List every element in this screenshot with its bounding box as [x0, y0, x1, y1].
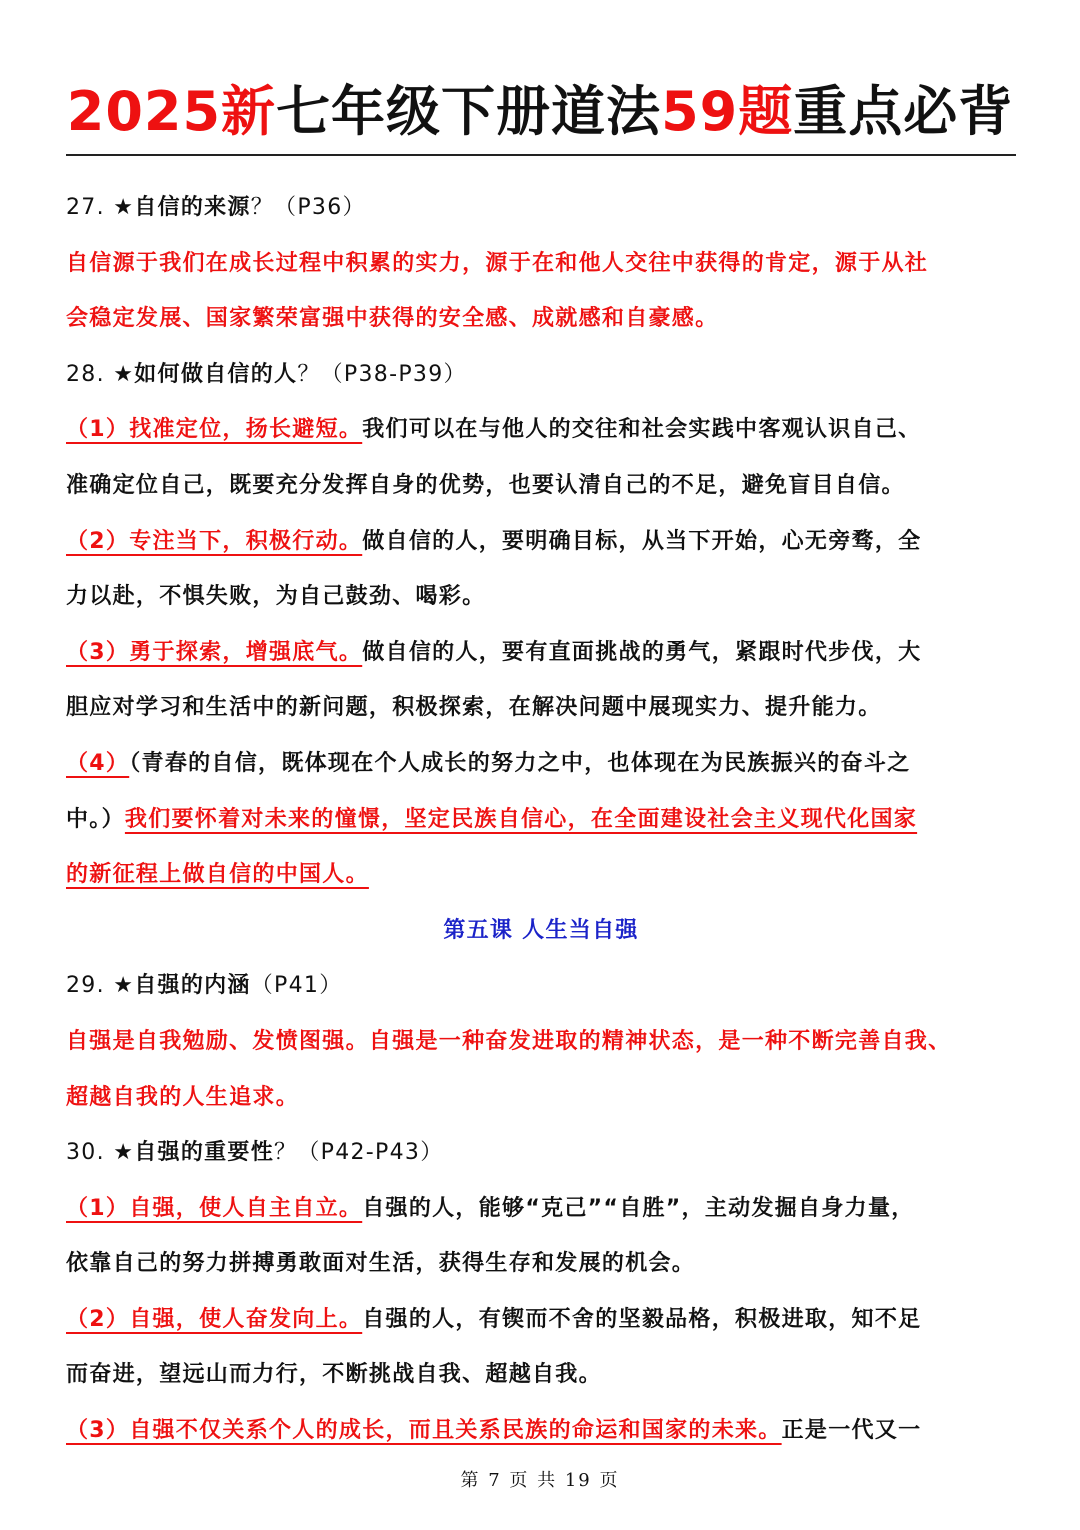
body-text: 中。）: [66, 806, 125, 832]
question-text: 自信的来源: [134, 195, 251, 220]
explanation-text: 做自信的人，要有直面挑战的勇气，紧跟时代步伐，大: [362, 639, 922, 665]
body-line: [66, 1236, 1016, 1292]
explanation-text: （青春的自信，既体现在个人成长的努力之中，也体现在为民族振兴的奋斗之: [129, 750, 911, 776]
answer-line: [66, 1070, 1016, 1126]
question-page-ref: （P41）: [250, 973, 343, 999]
key-point-line: [66, 625, 1016, 681]
explanation-text: 自强的人，能够“克己”“自胜”，主动发掘自身力量，: [362, 1195, 915, 1221]
question-number: 29.: [66, 973, 105, 999]
question-text: 自强的重要性: [134, 1140, 275, 1166]
title-suffix: 重点必背: [793, 80, 1014, 143]
page-title: [0, 72, 1080, 152]
key-point-line: [66, 1292, 1016, 1348]
answer-line: [66, 1014, 1016, 1070]
key-point-line: [66, 514, 1016, 570]
explanation-text: 正是一代又一: [781, 1418, 922, 1444]
explanation-text: 自强的人，有锲而不舍的坚毅品格，积极进取，知不足: [362, 1306, 922, 1332]
body-text: 胆应对学习和生活中的新问题，积极探索，在解决问题中展现实力、提升能力。: [66, 695, 882, 721]
key-point-line: [66, 1181, 1016, 1237]
body-line: [66, 1347, 1016, 1403]
key-point-line: [66, 1403, 1016, 1459]
question-line: [66, 180, 1016, 236]
star-icon: ★: [113, 973, 135, 999]
key-point: 的新征程上做自信的中国人。: [66, 862, 369, 888]
document-body: [66, 180, 1016, 1459]
key-point: （1）自强，使人自主自立。: [66, 1195, 363, 1221]
explanation-text: 我们可以在与他人的交往和社会实践中客观认识自己、: [362, 417, 922, 443]
page-footer: 第 7 页 共 19 页: [460, 1470, 620, 1491]
body-text: 而奋进，望远山而力行，不断挑战自我、超越自我。: [66, 1362, 602, 1388]
question-text: 自强的内涵: [134, 973, 251, 999]
question-page-ref: ？（P38-P39）: [297, 361, 467, 387]
key-point-line: [66, 792, 1016, 848]
star-icon: ★: [113, 361, 135, 387]
key-point: （3）自强不仅关系个人的成长，而且关系民族的命运和国家的未来。: [66, 1418, 782, 1444]
key-point-line: [66, 402, 1016, 458]
question-page-ref: ？（P42-P43）: [274, 1140, 444, 1166]
title-year: 2025新: [66, 80, 277, 143]
answer-text: 自强是自我勉励、发愤图强。自强是一种奋发进取的精神状态，是一种不断完善自我、: [66, 1028, 952, 1054]
section-heading: 第五课 人生当自强: [443, 917, 639, 943]
body-line: [66, 680, 1016, 736]
body-line: [66, 458, 1016, 514]
explanation-text: 做自信的人，要明确目标，从当下开始，心无旁骛，全: [362, 528, 922, 554]
body-text: 力以赴，不惧失败，为自己鼓劲、喝彩。: [66, 584, 486, 610]
key-point-line: [66, 847, 1016, 903]
question-line: [66, 1125, 1016, 1181]
question-number: 28.: [66, 361, 105, 387]
answer-text: 自信源于我们在成长过程中积累的实力，源于在和他人交往中获得的肯定，源于从社: [66, 250, 929, 276]
question-line: [66, 958, 1016, 1014]
question-number: 27.: [66, 195, 105, 220]
question-page-ref: ？（P36）: [250, 195, 366, 220]
key-point: （1）找准定位，扬长避短。: [66, 417, 363, 443]
question-line: [66, 347, 1016, 403]
key-point-line: [66, 736, 1016, 792]
key-point: 我们要怀着对未来的憧憬，坚定民族自信心，在全面建设社会主义现代化国家: [124, 806, 918, 832]
answer-text: 会稳定发展、国家繁荣富强中获得的安全感、成就感和自豪感。: [66, 306, 719, 332]
title-count: 59题: [661, 80, 794, 143]
body-text: 准确定位自己，既要充分发挥自身的优势，也要认清自己的不足，避免盲目自信。: [66, 472, 905, 498]
star-icon: ★: [113, 195, 135, 220]
key-point: （2）专注当下，积极行动。: [66, 528, 363, 554]
answer-text: 超越自我的人生追求。: [66, 1084, 300, 1110]
answer-line: [66, 291, 1016, 347]
body-text: 依靠自己的努力拼搏勇敢面对生活，获得生存和发展的机会。: [66, 1251, 696, 1277]
question-number: 30.: [66, 1140, 105, 1166]
key-point: （2）自强，使人奋发向上。: [66, 1306, 363, 1332]
key-point: （3）勇于探索，增强底气。: [66, 639, 363, 665]
key-point: （4）: [66, 750, 130, 776]
star-icon: ★: [113, 1140, 135, 1166]
title-divider: [66, 154, 1016, 156]
answer-line: [66, 236, 1016, 292]
title-grade: 七年级下册道法: [276, 80, 662, 143]
body-line: [66, 569, 1016, 625]
question-text: 如何做自信的人: [134, 361, 298, 387]
